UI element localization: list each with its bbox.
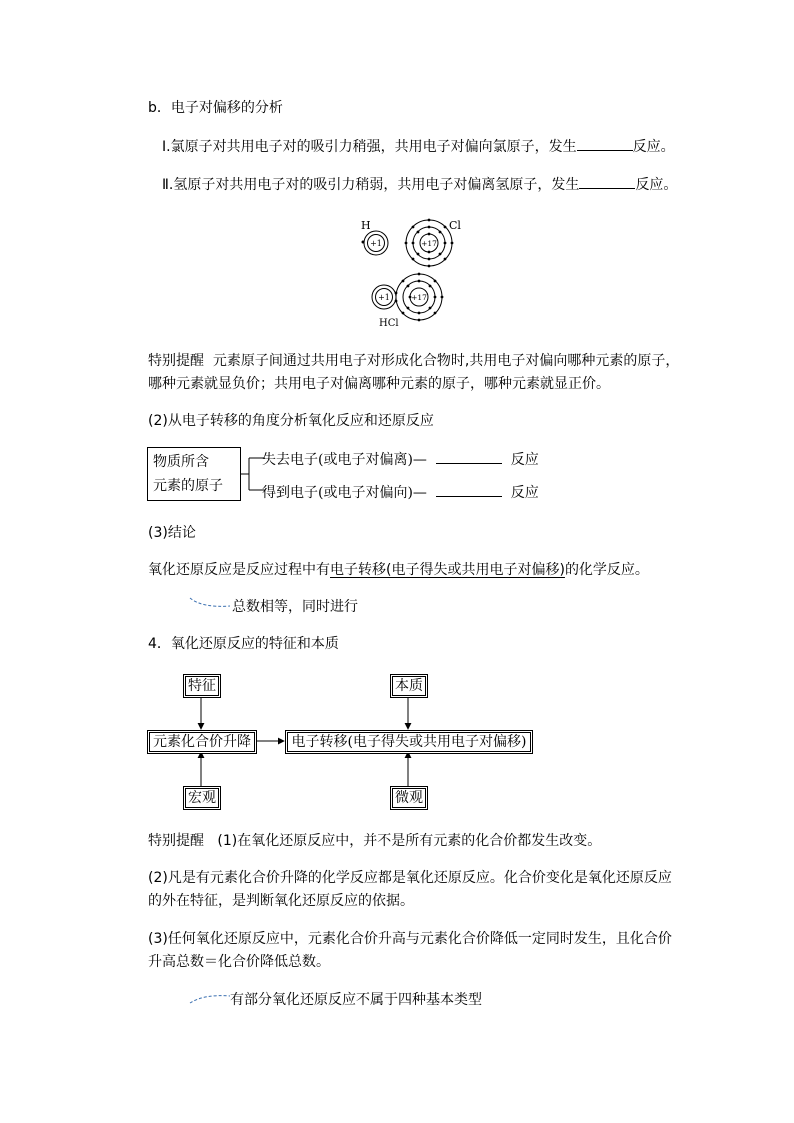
tip-2-label: 特别提醒 <box>148 833 204 849</box>
conclusion-text <box>148 561 649 579</box>
answer-blank-2[interactable] <box>579 174 635 189</box>
atom-box-line-2: 元素的原子 <box>153 478 223 494</box>
branch-top-text: 失去电子(或电子对偏离)— <box>262 452 427 468</box>
tip-2-p2-line-1: (2)凡是有元素化合价升降的化学反应都是氧化还原反应。化合价变化是氧化还原反应 <box>148 870 672 886</box>
tip-2-p3-line-2: 升高总数＝化合价降低总数。 <box>148 954 330 970</box>
tip-1-line-1 <box>148 352 679 370</box>
tip-1-label: 特别提醒 <box>148 353 204 369</box>
conclusion-after: 的化学反应。 <box>564 562 649 578</box>
hcl-h-nucleus: +1 <box>378 293 390 302</box>
section-4-heading: 4．氧化还原反应的特征和本质 <box>148 636 339 652</box>
hcl-label: HCl <box>379 318 399 327</box>
feature-box: 特征 <box>183 674 221 698</box>
answer-blank-1[interactable] <box>577 136 633 151</box>
item-1 <box>162 136 675 156</box>
item-2-suffix: 反应。 <box>635 177 678 193</box>
tip-1-text-1: 元素原子间通过共用电子对形成化合物时,共用电子对偏向哪种元素的原子， <box>212 353 680 369</box>
branch-bottom-text: 得到电子(或电子对偏向)— <box>262 485 427 501</box>
annotation-1: 总数相等，同时进行 <box>232 599 358 615</box>
conclusion-before: 氧化还原反应是反应过程中有 <box>148 562 330 578</box>
tip-2-p1: (1)在氧化还原反应中，并不是所有元素的化合价都发生改变。 <box>217 833 602 849</box>
hcl-cl-nucleus: +17 <box>411 293 427 302</box>
answer-blank-4[interactable] <box>436 482 502 497</box>
branch-bottom <box>262 482 539 502</box>
item-1-suffix: 反应。 <box>632 139 675 155</box>
item-1-text: Ⅰ.氯原子对共用电子对的吸引力稍强，共用电子对偏向氯原子，发生 <box>162 139 577 155</box>
cl-nucleus: +17 <box>421 239 437 248</box>
tip-2-p2-line-2: 的外在特征，是判断氧化还原反应的依据。 <box>148 893 414 909</box>
item-2 <box>162 174 677 194</box>
electron-transfer-box: 电子转移(电子得失或共用电子对偏移) <box>285 730 533 754</box>
essence-box: 本质 <box>390 674 428 698</box>
micro-box: 微观 <box>390 786 428 810</box>
answer-blank-3[interactable] <box>436 449 502 464</box>
macro-box: 宏观 <box>183 786 221 810</box>
h-label: H <box>361 219 371 232</box>
atom-structure-figure <box>355 215 475 327</box>
h-nucleus: +1 <box>370 239 382 248</box>
branch-top-suffix: 反应 <box>510 452 539 468</box>
section-b-heading: b．电子对偏移的分析 <box>148 100 283 116</box>
tip-2-line-1 <box>148 832 601 850</box>
annotation-2-arrow <box>188 992 232 1008</box>
cl-label: Cl <box>449 219 461 232</box>
tip-1-line-2: 哪种元素就显负价；共用电子对偏离哪种元素的原子，哪种元素就显正价。 <box>148 376 610 392</box>
transfer-heading: (2)从电子转移的角度分析氧化反应和还原反应 <box>148 413 434 429</box>
item-2-text: Ⅱ.氢原子对共用电子对的吸引力稍弱，共用电子对偏离氢原子，发生 <box>162 177 580 193</box>
valence-change-box: 元素化合价升降 <box>147 730 257 754</box>
branch-top <box>262 449 539 469</box>
branch-bottom-suffix: 反应 <box>510 485 539 501</box>
annotation-1-arrow <box>188 594 232 612</box>
atom-box-line-1: 物质所含 <box>153 454 209 470</box>
annotation-2: 有部分氧化还原反应不属于四种基本类型 <box>230 992 482 1008</box>
conclusion-heading: (3)结论 <box>148 525 196 541</box>
tip-2-p3-line-1: (3)任何氧化还原反应中，元素化合价升高与元素化合价降低一定同时发生，且化合价 <box>148 931 672 947</box>
conclusion-underlined: 电子转移(电子得失或共用电子对偏移) <box>330 562 565 578</box>
atom-box <box>147 447 241 501</box>
